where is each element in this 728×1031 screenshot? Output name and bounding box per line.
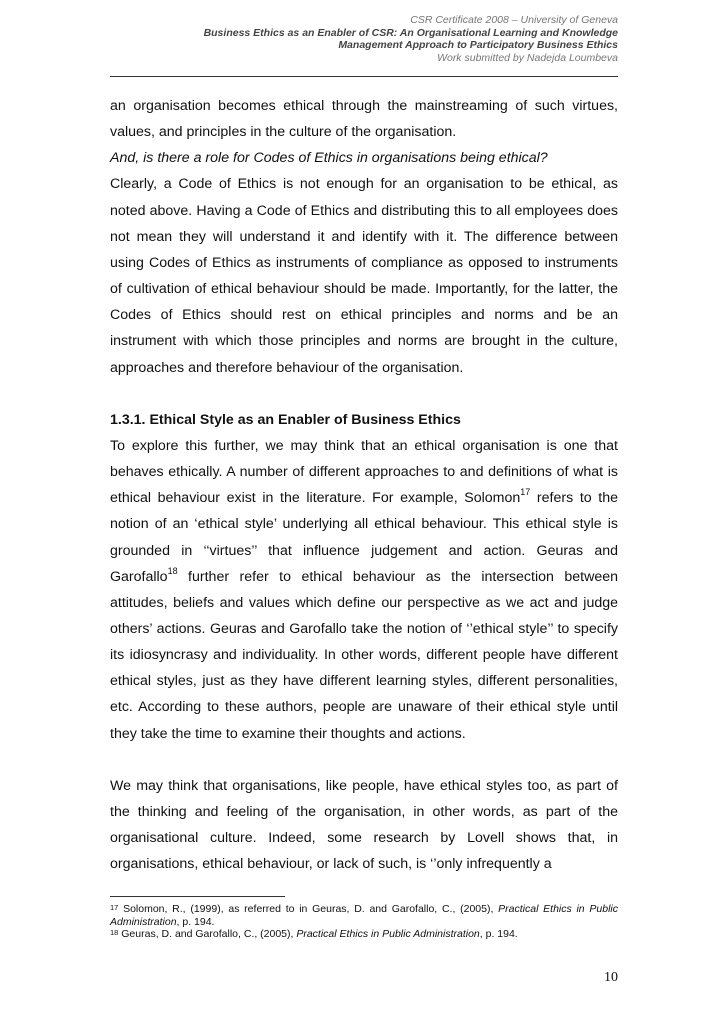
running-header bbox=[110, 14, 618, 64]
paragraph-3-part-1: To explore this further, we may think that an ethical organisation is one that behaves ethically. A number of different approaches to and definitions of what is ethical behaviour exist in the literature. For example, Solomon bbox=[110, 437, 618, 507]
footnote-text: Solomon, R., (1999), as referred to in Geuras, D. and Garofallo, C., (2005), bbox=[118, 903, 499, 915]
footnote-18 bbox=[110, 928, 618, 941]
paragraph-3-part-2: refers to the notion of an ‘ethical style’ underlying all ethical behaviour. This ethical style is grounded in ‘‘virtues’’ that influence judgement and action. Geuras and Garofallo bbox=[110, 490, 619, 585]
footnote-ref-18[interactable]: 18 bbox=[167, 565, 178, 576]
page-number: 10 bbox=[604, 970, 618, 985]
paragraph-3-part-3: further refer to ethical behaviour as the intersection between attitudes, beliefs and values which define our perspective as we act and judge others’ actions. Geuras and Garofallo take the notion of ‘’ethical style’’ to specify its idiosyncrasy and individuality. In other words, different people have different ethical styles, just as they have different learning styles, different personalities, etc. According to these authors, people are unaware of their ethical style until they take the time to examine their thoughts and actions. bbox=[110, 568, 618, 742]
footnotes bbox=[110, 903, 618, 941]
footnote-text: Geuras, D. and Garofallo, C., (2005), bbox=[118, 928, 297, 940]
paragraph-3 bbox=[110, 433, 618, 747]
footnote-17 bbox=[110, 903, 618, 928]
footnote-rule bbox=[110, 896, 285, 897]
header-title-line-1: Business Ethics as an Enabler of CSR: An Organisational Learning and Knowledge bbox=[203, 26, 618, 39]
paragraph-gap bbox=[110, 381, 618, 407]
paragraph-4: We may think that organisations, like people, have ethical styles too, as part of the thinking and feeling of the organisation, in other words, as part of the organisational culture. Indeed, some research by Lovell shows that, in organisations, ethical behaviour, or lack of such, is ‘’only infrequently a bbox=[110, 777, 618, 873]
header-rule bbox=[110, 76, 618, 77]
question-line: And, is there a role for Codes of Ethics in organisations being ethical? bbox=[110, 150, 548, 167]
header-author: Work submitted by Nadejda Loumbeva bbox=[437, 51, 618, 64]
paragraph-gap bbox=[110, 747, 618, 773]
paragraph-1: an organisation becomes ethical through the mainstreaming of such virtues, values, and principles in the culture of the organisation. bbox=[110, 98, 618, 141]
footnote-ref-17[interactable]: 17 bbox=[520, 487, 531, 498]
footnote-number: 18 bbox=[110, 928, 119, 937]
header-course: CSR Certificate 2008 – University of Geneva bbox=[410, 14, 618, 26]
footnote-book-title: Practical Ethics in Public Administration bbox=[110, 903, 618, 928]
footnote-page: , p. 194. bbox=[479, 928, 518, 940]
footnote-page: , p. 194. bbox=[176, 915, 215, 928]
body-text bbox=[110, 93, 618, 877]
footnote-number: 17 bbox=[110, 903, 119, 912]
paragraph-2: Clearly, a Code of Ethics is not enough for an organisation to be ethical, as noted above. Having a Code of Ethics and distributing this to all employees does not mean they will understand it and identify with it. The difference between using Codes of Ethics as instruments of compliance as opposed to instruments of cultivation of ethical behaviour should be made. Importantly, for the latter, the Codes of Ethics should rest on ethical principles and norms and be an instrument with which those principles and norms are brought in the culture, approaches and therefore behaviour of the organisation. bbox=[110, 176, 618, 376]
footnote-book-title: Practical Ethics in Public Administration bbox=[296, 928, 480, 940]
header-title-line-2: Management Approach to Participatory Business Ethics bbox=[338, 39, 618, 51]
section-heading: 1.3.1. Ethical Style as an Enabler of Business Ethics bbox=[110, 411, 461, 428]
